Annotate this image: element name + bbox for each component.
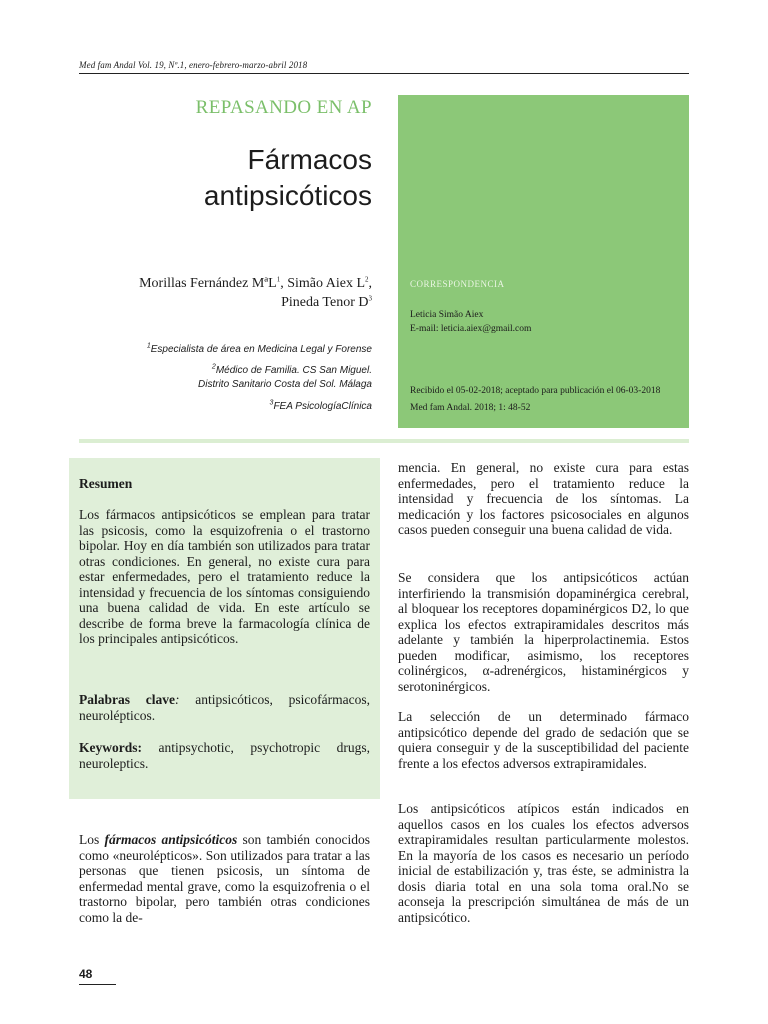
page-number-rule bbox=[79, 984, 116, 985]
author-line-1: Morillas Fernández MªL$^1$, Simão Aiex $L^2$, bbox=[139, 275, 372, 291]
article-title bbox=[120, 142, 372, 214]
section-label: REPASANDO EN AP bbox=[195, 97, 372, 118]
correspondence-label: CORRESPONDENCIA bbox=[410, 279, 505, 289]
body-paragraph-1: mencia. En general, no existe cura para estas enfermedades, pero el tratamiento reduce la intensidad y frecuencia de los síntomas. La medicación y los factores psicosociales en algunos casos pueden conseguir una buena calidad de vida. bbox=[398, 460, 689, 537]
correspondence-email[interactable]: E-mail: leticia.aiex@gmail.com bbox=[410, 324, 532, 334]
header-rule bbox=[79, 73, 689, 74]
body-intro-paragraph: Los fármacos antipsicóticos son también conocidos como «neurolépticos». Son utilizados para tratar a las personas que tienen psicosis, un síntoma de enfermedad mental grave, como la esquizofrenia o el trastorno bipolar, pero también otras condiciones como la de- bbox=[79, 832, 371, 925]
body-paragraph-3: La selección de un determinado fármaco antipsicótico depende del grado de sedación que se quiera conseguir y de la susceptibilidad del paciente frente a los efectos adversos extrapiramidales. bbox=[398, 709, 689, 771]
affiliation-3: $^3$FEA PsicologíaClínica bbox=[269, 399, 372, 412]
body-paragraph-4: Los antipsicóticos atípicos están indicados en aquellos casos en los cuales los efectos adversos extrapiramidales resultan particularmente molestos. En la mayoría de los casos es necesario un período inicial de estabilización y, tras éste, se administra la dosis diaria total en una sola toma oral.No se aconseja la prescripción simultánea de más de un antipsicótico. bbox=[398, 801, 689, 925]
running-head: Med fam Andal Vol. 19, Nº.1, enero-febrero-marzo-abril 2018 bbox=[79, 60, 308, 70]
section-divider bbox=[79, 439, 689, 443]
affiliation-2: $^2$Médico de Familia. CS San Miguel. Distrito Sanitario Costa del Sol. Málaga bbox=[198, 363, 372, 390]
keywords-es: Palabras clave: antipsicóticos, psicofármacos, neurolépticos. bbox=[79, 692, 370, 723]
body-paragraph-2: Se considera que los antipsicóticos actúan interfiriendo la transmisión dopaminérgica cerebral, al bloquear los receptores dopaminérgicos D2, lo que explica los efectos extrapiramidales descritos más adelante y también la hiperprolactinemia. Estos pueden modificar, asimismo, los receptores colinérgicos, α-adrenérgicos, histaminérgicos y serotoninérgicos. bbox=[398, 570, 689, 694]
page-number: 48 bbox=[79, 967, 93, 981]
citation: Med fam Andal. 2018; 1: 48-52 bbox=[410, 403, 531, 413]
title-line-1: Fármacos bbox=[247, 144, 372, 175]
keywords-en: Keywords: antipsychotic, psychotropic drugs, neuroleptics. bbox=[79, 740, 370, 771]
title-line-2: antipsicóticos bbox=[203, 180, 372, 211]
author-list bbox=[110, 274, 372, 312]
author-line-2: Pineda Tenor $D^3$ bbox=[281, 294, 372, 310]
correspondence-name: Leticia Simão Aiex bbox=[410, 310, 484, 320]
received-date: Recibido el 05-02-2018; aceptado para publicación el 06-03-2018 bbox=[410, 386, 661, 396]
affiliation-1: $^1$Especialista de área en Medicina Legal y Forense bbox=[146, 342, 372, 355]
abstract-text: Los fármacos antipsicóticos se emplean para tratar las psicosis, como la esquizofrenia o el trastorno bipolar. Hoy en día también son utilizados para tratar otras condiciones. En general, no existe cura para estar enfermedades, pero el tratamiento reduce la intensidad y frecuencia de los síntomas consiguiendo una buena calidad de vida. En este artículo se describe de forma breve la farmacología clínica de los principales antipsicóticos. bbox=[79, 507, 370, 646]
correspondence-box bbox=[398, 95, 689, 428]
abstract-heading: Resumen bbox=[79, 476, 133, 491]
